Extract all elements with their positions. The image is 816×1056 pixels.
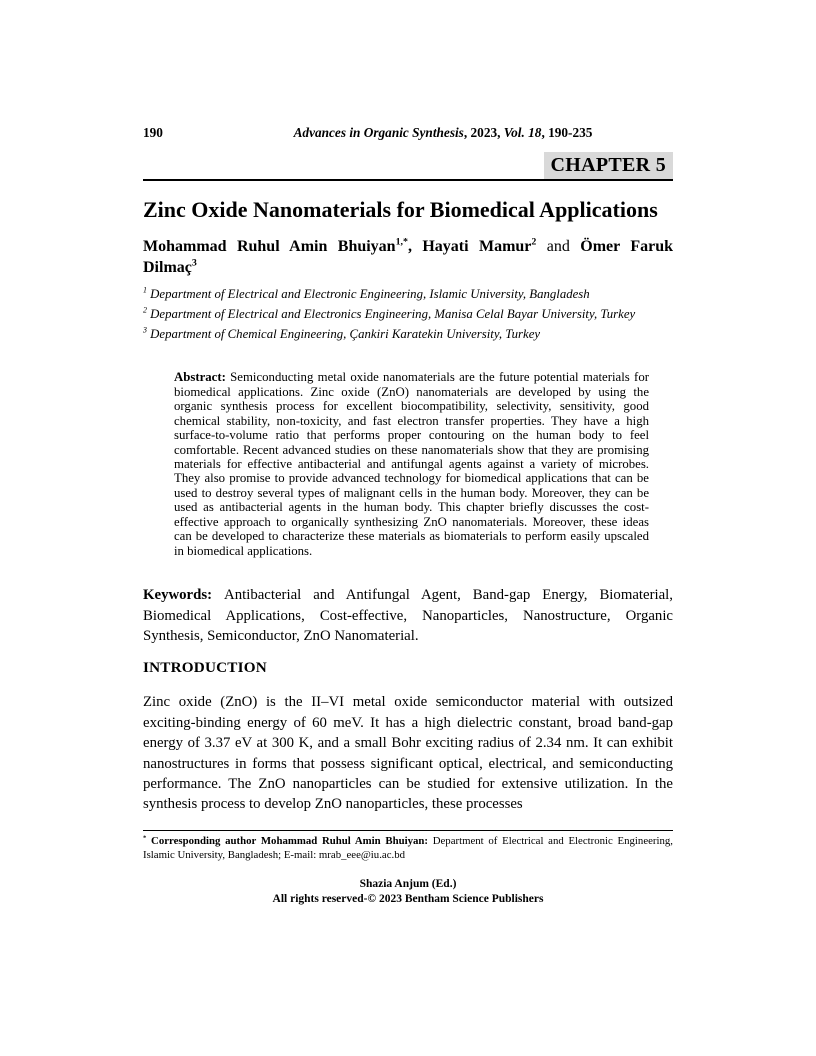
keywords-label: Keywords: (143, 587, 225, 604)
affiliation-item (143, 287, 673, 302)
corresponding-author-footnote (143, 834, 673, 863)
affiliation-3-text: Department of Chemical Engineering, Çankiri Karatekin University, Turkey (146, 327, 541, 342)
affiliation-3-superscript: 3 (143, 325, 147, 335)
authors-line (143, 236, 673, 278)
footnote-bold-text: Corresponding author Mohammad Ruhul Amin Bhuiyan: (146, 834, 433, 847)
footnote-asterisk: * (143, 834, 147, 842)
journal-volume: Vol. 18 (503, 125, 542, 140)
abstract-label: Abstract: (174, 370, 231, 385)
affiliation-1-superscript: 1 (143, 285, 147, 295)
affiliation-1-text: Department of Electrical and Electronic Engineering, Islamic University, Bangladesh (146, 287, 590, 301)
journal-pages: 190-235 (548, 125, 593, 140)
author-2: Hayati Mamur (422, 237, 532, 255)
affiliation-item (143, 327, 673, 342)
imprint-block (143, 877, 673, 907)
affiliation-2-superscript: 2 (143, 305, 147, 315)
journal-year: 2023 (470, 125, 498, 140)
journal-reference (213, 126, 673, 141)
affiliations (143, 287, 673, 342)
page-number: 190 (143, 125, 163, 140)
abstract-section (174, 370, 649, 558)
keywords-text: Antibacterial and Antifungal Agent, Band-gap Energy, Biomaterial, Biomedical Applications, Cost-effective, Nanoparticles, Nanostructure, Organic Synthesis, Semiconductor, ZnO Nanomaterial. (143, 587, 673, 644)
introduction-heading: INTRODUCTION (143, 659, 267, 677)
footnote-divider (143, 830, 673, 831)
journal-sep1: , (463, 125, 471, 140)
journal-sep3: , (541, 125, 549, 140)
authors-and: and (536, 237, 581, 255)
affiliation-2-text: Department of Electrical and Electronics Engineering, Manisa Celal Bayar University, Turkey (146, 307, 636, 322)
chapter-rule (143, 152, 673, 181)
author-3: Ömer Faruk Dilmaç (143, 237, 673, 276)
journal-title: Advances in Organic Synthesis (293, 125, 464, 140)
footnote-text: Department of Electrical and Electronic Engineering, Islamic University, Bangladesh; E-mail: mrab_eee@iu.ac.bd (143, 834, 674, 862)
journal-sep2: , (497, 125, 504, 140)
running-head (143, 126, 673, 141)
author-2-superscript: 2 (531, 236, 537, 248)
author-3-superscript: 3 (191, 257, 197, 269)
chapter-title: Zinc Oxide Nanomaterials for Biomedical Applications (143, 196, 658, 222)
authors-comma: , (407, 237, 423, 255)
introduction-paragraph: Zinc oxide (ZnO) is the II–VI metal oxide semiconductor material with outsized exciting-binding energy of 60 meV. It has a high dielectric constant, broad band-gap energy of 3.37 eV at 300 K, and a small Bohr exciting radius of 2.34 nm. It can exhibit nanostructures in forms that possess significant optical, electrical, and semiconducting performance. The ZnO nanoparticles can be studied for extensive utilization. In the synthesis process to develop ZnO nanoparticles, these processes (143, 694, 673, 813)
affiliation-item (143, 307, 673, 322)
editor-line: Shazia Anjum (Ed.) (359, 878, 457, 891)
keywords-section (143, 585, 673, 646)
author-1: Mohammad Ruhul Amin Bhuiyan (143, 237, 396, 255)
abstract-text: Semiconducting metal oxide nanomaterials are the future potential materials for biomedical applications. Zinc oxide (ZnO) nanomaterials are developed by using the organic synthesis process for excellent biocompatibility, selectivity, sensitivity, good chemical stability, non-toxicity, and fast electron transfer properties. They have a high surface-to-volume ratio that performs proper contouring on the human body to feel comfortable. Recent advanced studies on these nanomaterials show that they are promising materials for effective antibacterial and antifungal agents against a variety of microbes. They also promise to provide advanced technology for biomedical applications that can be used to destroy several types of malignant cells in the human body. Moreover, they can be used as antibacterial agents in the human body. This chapter briefly discusses the cost-effective approach to organically synthesizing ZnO nanomaterials. Moreover, these ideas can be developed to characterize these materials as biomaterials to perform easily upscaled in biomedical applications. (174, 370, 649, 558)
author-1-superscript: 1,* (395, 236, 408, 248)
rights-line: All rights reserved-© 2023 Bentham Science Publishers (272, 893, 544, 906)
chapter-banner: CHAPTER 5 (544, 152, 673, 179)
